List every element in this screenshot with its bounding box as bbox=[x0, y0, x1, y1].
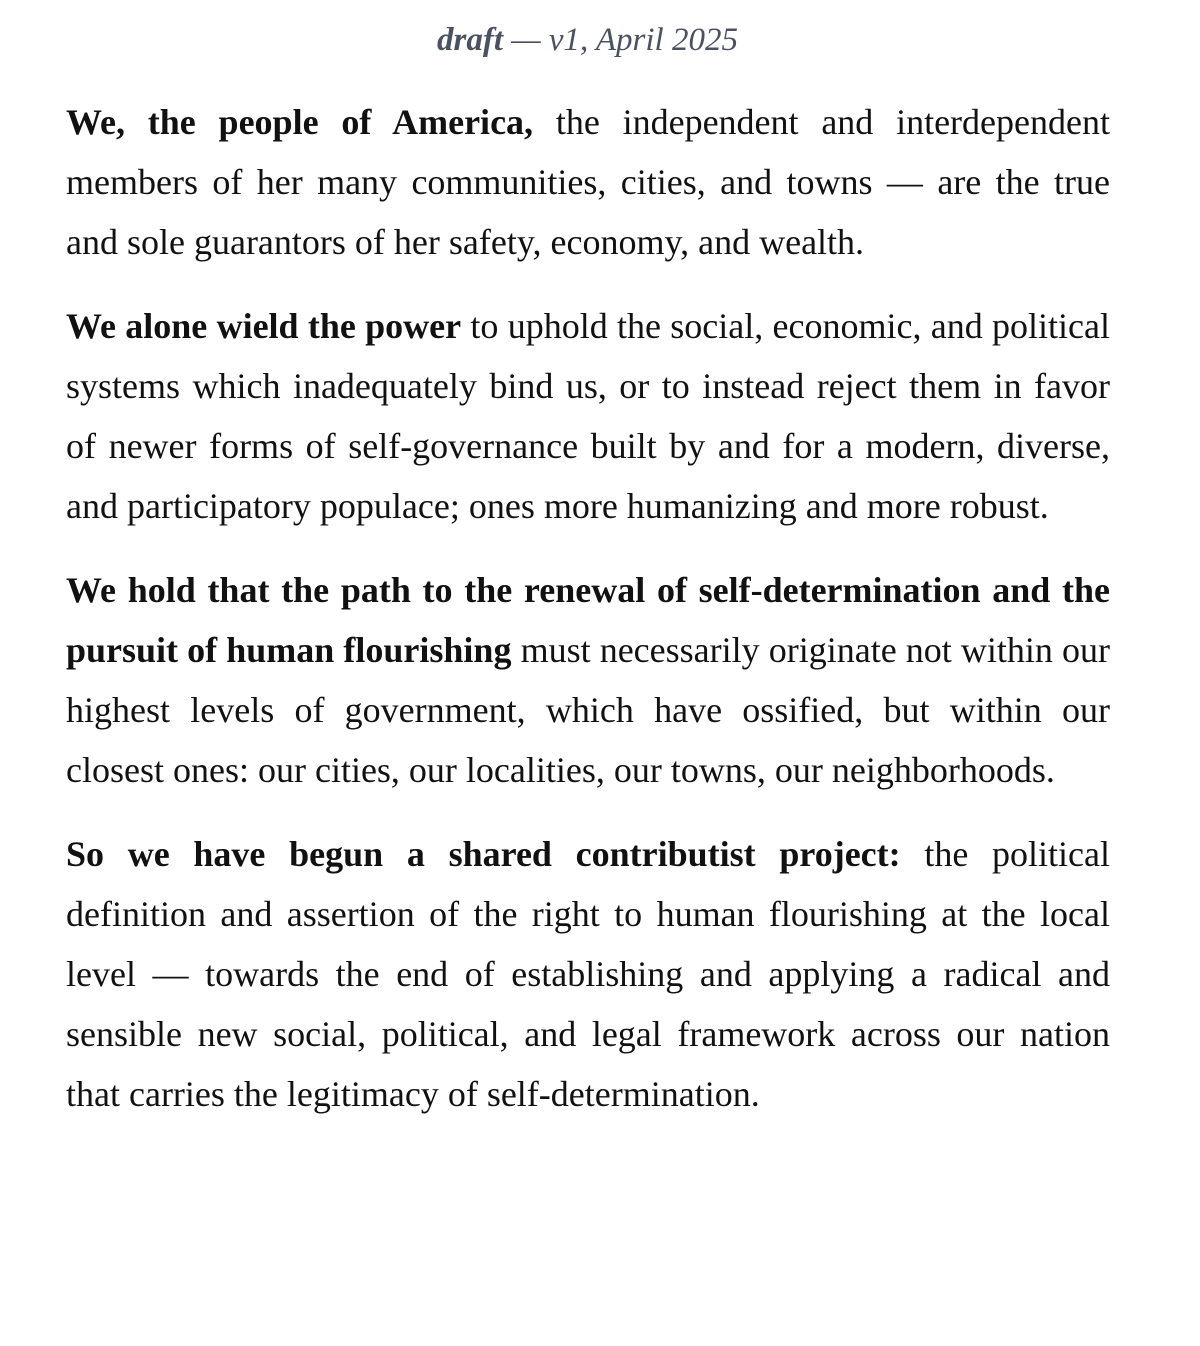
paragraph-path-to-renewal bbox=[66, 560, 1110, 800]
paragraph-wield-power bbox=[66, 296, 1110, 536]
version-label: — v1, April 2025 bbox=[503, 22, 738, 58]
paragraph-people-of-america bbox=[66, 92, 1110, 272]
paragraph-lead: So we have begun a shared contributist project: bbox=[66, 834, 901, 874]
paragraph-lead: We alone wield the power bbox=[66, 306, 462, 346]
paragraph-text: the independent and interdependent members of her many communities, cities, and towns — are the true and sole guarantors of her safety, economy, and wealth. bbox=[66, 102, 1110, 262]
paragraph-text: to uphold the social, economic, and political systems which inadequately bind us, or to instead reject them in favor of newer forms of self-governance built by and for a modern, diverse, and participatory populace; ones more humanizing and more robust. bbox=[66, 306, 1110, 526]
paragraph-contributist-project bbox=[66, 824, 1110, 1124]
paragraph-text: must necessarily originate not within our highest levels of government, which have ossified, but within our closest ones: our cities, our localities, our towns, our neighborhoods. bbox=[66, 630, 1110, 790]
document-body bbox=[66, 92, 1110, 1148]
paragraph-text: the political definition and assertion of the right to human flourishing at the local level — towards the end of establishing and applying a radical and sensible new social, political, and legal framework across our nation that carries the legitimacy of self-determination. bbox=[66, 834, 1111, 1114]
draft-version-line bbox=[0, 18, 1175, 62]
paragraph-lead: We hold that the path to the renewal of self-determination and the pursuit of human flourishing bbox=[66, 570, 1110, 670]
draft-label: draft bbox=[437, 22, 503, 58]
paragraph-lead: We, the people of America, bbox=[66, 102, 534, 142]
